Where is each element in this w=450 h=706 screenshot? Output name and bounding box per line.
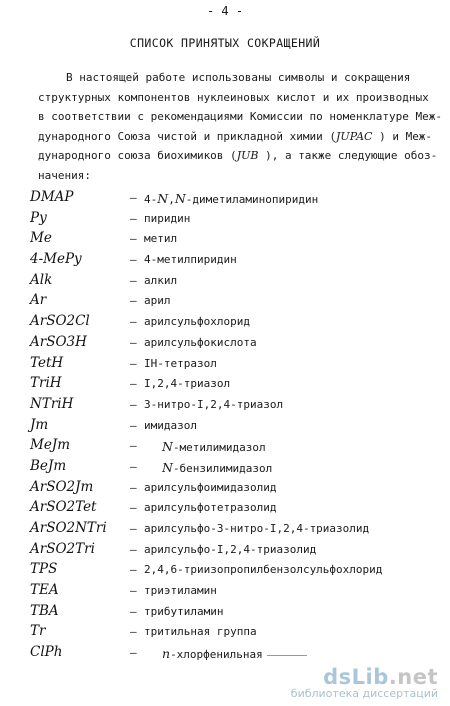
abbreviation-term: ArSO2Cl [30,313,90,330]
intro-line: начения: [38,168,91,182]
abbreviation-meaning [162,460,272,475]
meaning-text: алкил [144,273,178,287]
abbreviation-dash: – [130,294,137,308]
abbreviation-dash: – [130,418,137,432]
abbreviation-term: NTriH [30,395,74,412]
abbreviation-dash: – [130,191,137,204]
abbreviation-meaning [144,543,316,556]
meaning-text: триэтиламин [144,584,217,598]
meaning-text: арил [144,294,171,308]
meaning-text: арилсульфо-3-нитро-I,2,4-триазолид [144,522,370,535]
abbreviation-dash: – [130,584,137,598]
meaning-text: 3-нитро-I,2,4-триазол [144,397,284,411]
abbreviation-meaning [162,646,307,661]
intro-line: в соответствии с рекомендациями Комиссии по номенклатуре Меж- [38,110,442,123]
abbreviation-term: 4-MePy [30,251,82,268]
meaning-text: -бензилимидазол [172,461,273,475]
meaning-text: метил [144,232,178,246]
meaning-text: 4- [144,193,158,206]
intro-text: ) и Меж- [372,129,433,143]
abbreviation-meaning [144,315,250,328]
abbreviation-dash: – [130,459,137,473]
abbreviation-term: BeJm [30,457,67,474]
abbreviation-row [0,395,450,416]
abbreviation-dash: – [130,315,137,329]
abbreviation-term: ArSO2Jm [30,478,94,495]
intro-line: структурных компонентов нуклеиновых кислот и их производных [38,90,429,104]
abbreviation-row [0,478,450,499]
meaning-text: трибутиламин [144,604,224,618]
abbreviation-term: ArSO2Tet [30,499,97,516]
abbreviation-meaning [144,191,318,206]
watermark-logo-main: dsLib [323,665,389,689]
meaning-text: , [168,193,175,206]
meaning-text: арилсульфо-I,2,4-триазолид [144,542,317,556]
abbreviation-meaning [144,253,237,266]
abbreviation-dash: – [130,604,137,618]
abbreviation-row [0,560,450,581]
intro-line [38,146,438,166]
meaning-text: 4-метилпиридин [144,253,237,267]
abbreviation-meaning [144,522,369,535]
italic-symbol: n [162,646,171,662]
abbreviation-term: TPS [30,561,58,578]
meaning-text: арилсульфотетразолид [144,501,277,515]
abbreviation-term: TetH [30,354,64,371]
abbreviation-dash: – [130,273,137,287]
abbreviation-meaning [144,625,257,638]
abbreviation-row [0,540,450,561]
abbreviation-meaning [144,357,217,370]
meaning-text: I,2,4-триазол [144,377,231,391]
abbreviation-term: Me [30,230,52,247]
abbreviation-meaning [144,294,171,307]
abbreviation-meaning [144,605,223,618]
abbreviation-dash: – [130,211,137,225]
page-title: СПИСОК ПРИНЯТЫХ СОКРАЩЕНИЙ [129,36,321,50]
italic-symbol: N [174,191,186,206]
abbreviation-term: ArSO2NTri [30,520,107,536]
intro-paragraph [38,68,442,185]
italic-symbol: N [157,191,169,206]
abbreviation-dash: – [130,397,137,411]
jupac-code: JUPAC [336,129,373,143]
abbreviation-meaning [144,501,276,514]
abbreviation-meaning [144,563,382,576]
abbreviation-row [0,498,450,519]
italic-symbol: N [162,439,173,455]
abbreviation-row [0,312,450,333]
abbreviation-row [0,457,450,478]
abbreviation-list [0,188,450,664]
abbreviation-meaning [144,232,177,245]
abbreviation-row [0,602,450,623]
abbreviation-term: TBA [30,602,59,619]
abbreviation-term: TEA [30,582,59,599]
abbreviation-term: Jm [30,416,49,433]
intro-line: В настоящей работе использованы символы и сокращения [66,71,411,84]
abbreviation-dash: – [130,625,137,639]
page-number: - 4 - [206,4,244,18]
abbreviation-term: ArSO3H [30,333,87,350]
abbreviation-row [0,209,450,230]
watermark-subtitle: библиотека диссертаций [290,687,438,700]
abbreviation-term: Tr [30,623,46,640]
abbreviation-dash: – [130,356,137,370]
abbreviation-dash: – [130,377,137,391]
abbreviation-dash: – [130,542,137,556]
abbreviation-dash: – [130,522,137,535]
abbreviation-row [0,271,450,292]
abbreviation-meaning [144,274,177,287]
abbreviation-row [0,643,450,664]
intro-line [38,127,438,147]
abbreviation-term: Alk [30,271,53,288]
meaning-text: тритильная группа [144,625,257,639]
abbreviation-row [0,354,450,375]
abbreviation-meaning [144,419,197,432]
abbreviation-dash: – [130,253,137,267]
abbreviation-meaning [144,336,257,349]
intro-text: дународного союза биохимиков ( [38,149,237,162]
abbreviation-dash: – [130,563,137,577]
abbreviation-term: ArSO2Tri [30,540,95,557]
meaning-text: -диметиламинопиридин [185,193,319,206]
meaning-text: арилсульфохлорид [144,315,250,329]
abbreviation-meaning [144,212,190,225]
meaning-text: -метилимидазол [172,441,266,455]
abbreviation-dash: – [130,646,137,660]
abbreviation-term: Ar [30,292,47,309]
intro-text: дународного Союза чистой и прикладной химии ( [38,129,337,143]
abbreviation-term: MeJm [30,437,71,454]
jub-code: JUB [236,149,259,162]
meaning-text: -хлорфенильная [170,648,263,662]
abbreviation-term: Py [30,209,47,226]
abbreviation-row [0,333,450,354]
abbreviation-meaning [144,398,283,411]
meaning-text: арилсульфоимидазолид [144,480,277,494]
abbreviation-term: TriH [30,375,62,392]
abbreviation-row [0,250,450,271]
abbreviation-dash: – [130,439,137,453]
abbreviation-row [0,229,450,250]
abbreviation-row [0,416,450,437]
meaning-text: IH-тетразол [144,356,217,370]
abbreviation-row [0,374,450,395]
abbreviation-row [0,291,450,312]
abbreviation-dash: – [130,480,137,494]
abbreviation-row [0,436,450,457]
abbreviation-term: DMAP [30,189,74,205]
abbreviation-meaning [144,377,230,390]
abbreviation-dash: – [130,232,137,246]
italic-symbol: N [162,459,173,475]
abbreviation-dash: – [130,335,137,349]
trailing-scribble [267,655,307,656]
meaning-text: арилсульфокислота [144,335,257,349]
abbreviation-row [0,519,450,540]
abbreviation-meaning [144,584,217,597]
meaning-text: пиридин [144,211,191,225]
meaning-text: 2,4,6-триизопропилбензолсульфохлорид [144,563,383,577]
abbreviation-meaning [144,481,276,494]
meaning-text: имидазол [144,418,197,432]
abbreviation-term: ClPh [30,644,63,661]
abbreviation-row [0,188,450,209]
watermark [291,665,438,700]
abbreviation-meaning [162,439,266,454]
abbreviation-row [0,622,450,643]
abbreviation-dash: – [130,501,137,515]
abbreviation-row [0,581,450,602]
watermark-logo-domain: .net [388,665,438,689]
watermark-logo [291,665,438,689]
intro-text: ), а также следующие обоз- [258,149,438,162]
